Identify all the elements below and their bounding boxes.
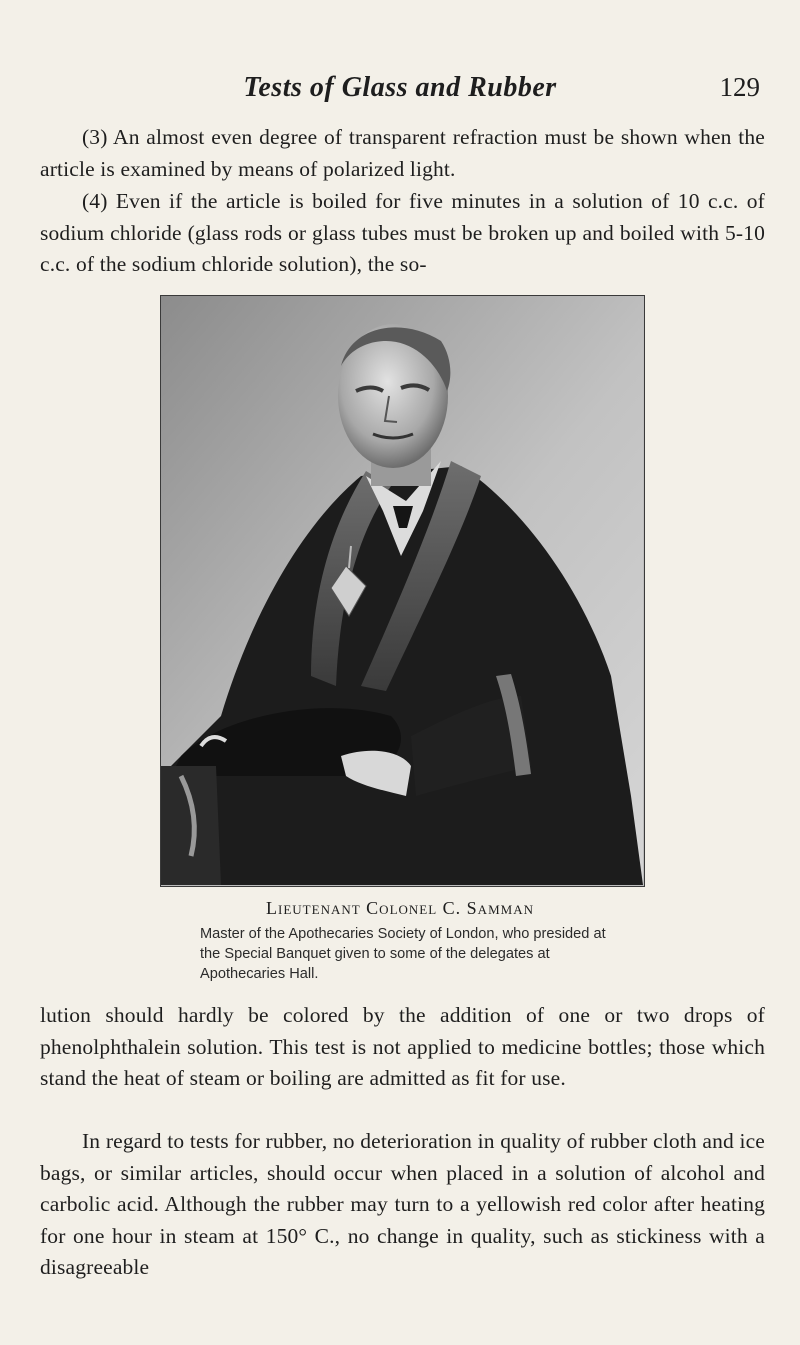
paragraph-rubber-tests: In regard to tests for rubber, no deterioration in quality of rubber cloth and ice bags, or similar articles, should occur when placed in a solution of alcohol and carbolic acid. Although the rubber may turn to a yellowish red color after heating for one hour in steam at 150° C., no change in quality, such as stickiness with a disagreeable [40, 1129, 765, 1279]
page-number: 129 [719, 72, 760, 102]
paragraph-phenolphthalein: lution should hardly be colored by the addition of one or two drops of phenolphthalein solution. This test is not applied to medicine bottles; those which stand the heat of steam or boiling are admitted as fit for use. [40, 1003, 765, 1090]
portrait-photograph [160, 295, 645, 887]
caption-body: Master of the Apothecaries Society of London, who presided at the Special Banquet given to some of the delegates at Apothecaries Hall. [200, 926, 606, 982]
running-title: Tests of Glass and Rubber [243, 72, 557, 103]
paragraph-sodium-chloride: (4) Even if the article is boiled for five minutes in a solution of 10 c.c. of sodium chloride (glass rods or glass tubes must be broken up and boiled with 5-10 c.c. of the sodium chloride solution), the so- [40, 189, 765, 276]
running-head [0, 72, 800, 112]
paragraph-polarized-light: (3) An almost even degree of transparent refraction must be shown when the article is examined by means of polarized light. [40, 125, 765, 181]
caption-title: Lieutenant Colonel C. Samman [266, 898, 534, 918]
